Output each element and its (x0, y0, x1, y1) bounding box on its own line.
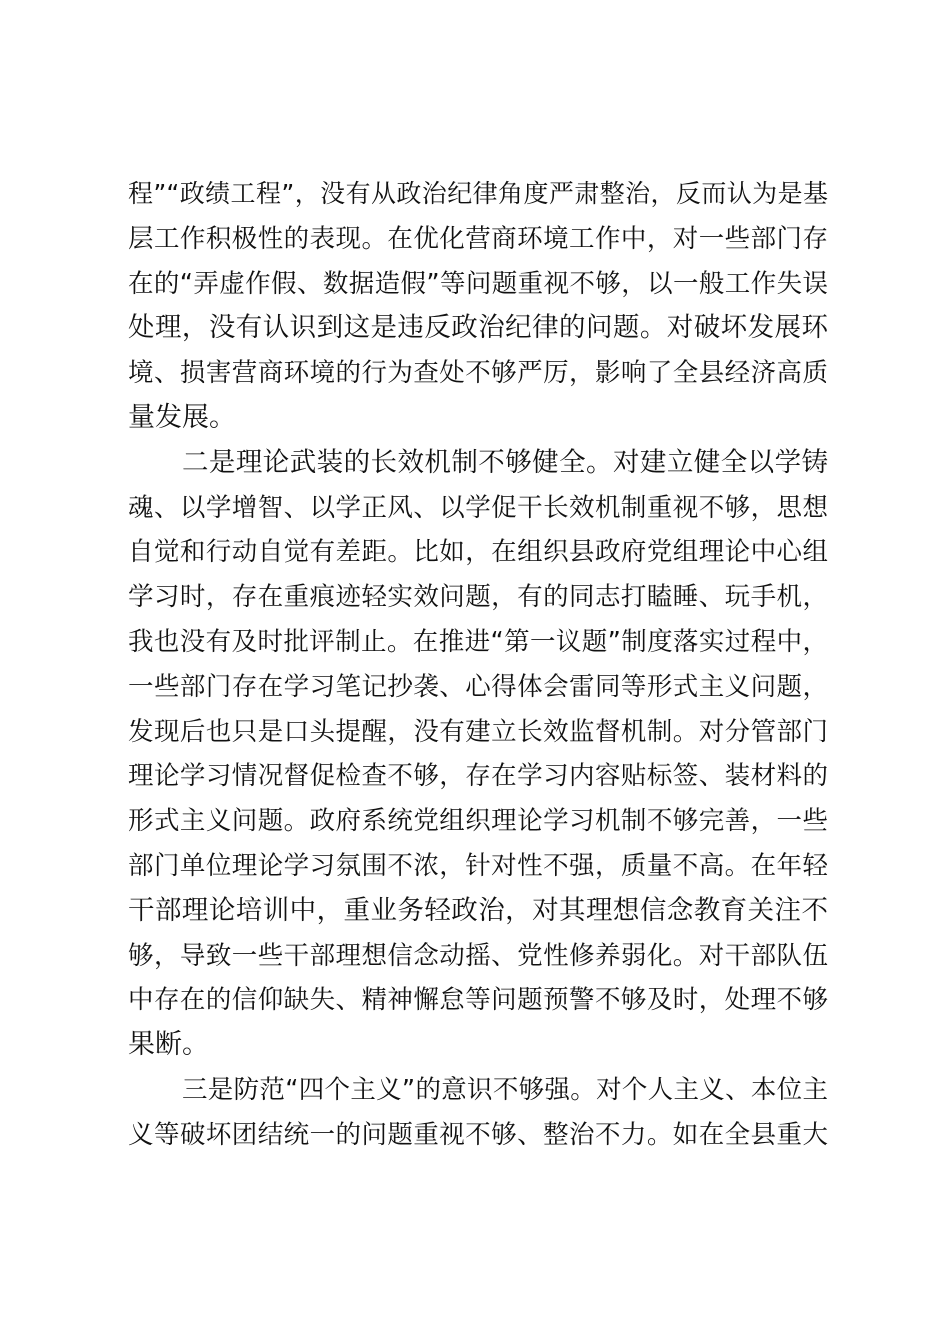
text-line: 理论学习情况督促检查不够，存在学习内容贴标签、装材料的 (128, 761, 828, 792)
text-line: 魂、以学增智、以学正风、以学促干长效机制重视不够，思想 (128, 492, 828, 523)
body-text (128, 172, 828, 1158)
text-line: 我也没有及时批评制止。在推进“第一议题”制度落实过程中， (128, 626, 828, 657)
text-line: 义等破坏团结统一的问题重视不够、整治不力。如在全县重大 (128, 1119, 828, 1150)
text-line: 够，导致一些干部理想信念动摇、党性修养弱化。对干部队伍 (128, 940, 828, 971)
text-line: 三是防范“四个主义”的意识不够强。对个人主义、本位主 (182, 1074, 828, 1105)
text-line: 部门单位理论学习氛围不浓，针对性不强，质量不高。在年轻 (128, 850, 828, 881)
text-line: 境、损害营商环境的行为查处不够严厉，影响了全县经济高质 (128, 358, 828, 389)
text-line: 自觉和行动自觉有差距。比如，在组织县政府党组理论中心组 (128, 537, 828, 568)
text-line: 形式主义问题。政府系统党组织理论学习机制不够完善，一些 (128, 806, 828, 837)
text-line: 一些部门存在学习笔记抄袭、心得体会雷同等形式主义问题， (128, 671, 828, 702)
text-line: 中存在的信仰缺失、精神懈怠等问题预警不够及时，处理不够 (128, 985, 828, 1016)
text-line: 学习时，存在重痕迹轻实效问题，有的同志打瞌睡、玩手机， (128, 582, 828, 613)
text-line: 处理，没有认识到这是违反政治纪律的问题。对破坏发展环 (128, 312, 828, 344)
text-line: 程”“政绩工程”，没有从政治纪律角度严肃整治，反而认为是基 (128, 179, 828, 208)
text-line: 干部理论培训中，重业务轻政治，对其理想信念教育关注不 (128, 894, 828, 926)
text-line: 二是理论武装的长效机制不够健全。对建立健全以学铸 (182, 446, 828, 478)
text-line: 果断。 (128, 1029, 209, 1061)
text-line: 量发展。 (128, 401, 236, 433)
text-line: 发现后也只是口头提醒，没有建立长效监督机制。对分管部门 (128, 716, 828, 747)
text-line: 层工作积极性的表现。在优化营商环境工作中，对一些部门存 (128, 223, 828, 254)
text-line: 在的“弄虚作假、数据造假”等问题重视不够，以一般工作失误 (128, 268, 828, 299)
